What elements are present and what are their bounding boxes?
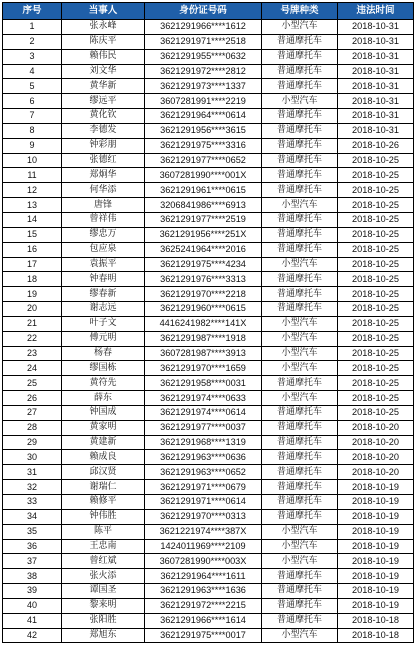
row-id-number: 3621291966****1612	[145, 20, 262, 35]
row-violation-date: 2018-10-31	[338, 20, 414, 35]
table-row	[3, 212, 414, 227]
violation-table	[2, 2, 414, 643]
row-plate-type: 普通摩托车	[262, 584, 338, 599]
row-plate-type: 普通摩托车	[262, 450, 338, 465]
row-violation-date: 2018-10-31	[338, 123, 414, 138]
row-party-name: 李德发	[62, 123, 145, 138]
table-row	[3, 361, 414, 376]
row-party-name: 钟彩朋	[62, 138, 145, 153]
table-body	[3, 20, 414, 643]
table-row	[3, 420, 414, 435]
row-violation-date: 2018-10-19	[338, 480, 414, 495]
row-violation-date: 2018-10-31	[338, 64, 414, 79]
row-party-name: 曾祥伟	[62, 212, 145, 227]
table-row	[3, 198, 414, 213]
row-plate-type: 普通摩托车	[262, 272, 338, 287]
row-party-name: 缪远平	[62, 94, 145, 109]
row-party-name: 曾红斌	[62, 554, 145, 569]
table-row	[3, 391, 414, 406]
row-plate-type: 普通摩托车	[262, 123, 338, 138]
row-violation-date: 2018-10-31	[338, 79, 414, 94]
row-index: 42	[3, 628, 62, 643]
row-violation-date: 2018-10-19	[338, 495, 414, 510]
row-index: 23	[3, 346, 62, 361]
table-row	[3, 613, 414, 628]
row-index: 30	[3, 450, 62, 465]
row-id-number: 3621291963****1636	[145, 584, 262, 599]
row-index: 41	[3, 613, 62, 628]
row-index: 16	[3, 242, 62, 257]
row-plate-type: 小型汽车	[262, 539, 338, 554]
row-violation-date: 2018-10-25	[338, 391, 414, 406]
row-id-number: 3607281990****003X	[145, 554, 262, 569]
row-party-name: 黄建新	[62, 435, 145, 450]
row-party-name: 缪国栋	[62, 361, 145, 376]
row-plate-type: 普通摩托车	[262, 287, 338, 302]
row-index: 11	[3, 168, 62, 183]
row-index: 13	[3, 198, 62, 213]
row-index: 6	[3, 94, 62, 109]
table-row	[3, 109, 414, 124]
row-party-name: 谢志远	[62, 302, 145, 317]
table-row	[3, 584, 414, 599]
row-index: 1	[3, 20, 62, 35]
row-id-number: 3621291974****0633	[145, 391, 262, 406]
row-plate-type: 普通摩托车	[262, 138, 338, 153]
row-party-name: 袁振平	[62, 257, 145, 272]
row-index: 15	[3, 227, 62, 242]
row-id-number: 3621291956****3615	[145, 123, 262, 138]
table-row	[3, 495, 414, 510]
row-id-number: 3621291971****2518	[145, 34, 262, 49]
header-plate-type: 号牌种类	[262, 3, 338, 20]
row-plate-type: 普通摩托车	[262, 168, 338, 183]
row-plate-type: 普通摩托车	[262, 49, 338, 64]
row-plate-type: 普通摩托车	[262, 420, 338, 435]
row-plate-type: 小型汽车	[262, 198, 338, 213]
row-id-number: 3621291966****1614	[145, 613, 262, 628]
row-plate-type: 普通摩托车	[262, 242, 338, 257]
row-index: 14	[3, 212, 62, 227]
row-plate-type: 普通摩托车	[262, 376, 338, 391]
header-party: 当事人	[62, 3, 145, 20]
row-violation-date: 2018-10-25	[338, 376, 414, 391]
row-id-number: 3621291970****1659	[145, 361, 262, 376]
row-party-name: 黄符先	[62, 376, 145, 391]
row-party-name: 邱汉贤	[62, 465, 145, 480]
row-id-number: 3607281990****001X	[145, 168, 262, 183]
row-id-number: 3621291968****1319	[145, 435, 262, 450]
row-party-name: 赖修平	[62, 495, 145, 510]
row-id-number: 3621291977****0037	[145, 420, 262, 435]
row-party-name: 张德红	[62, 153, 145, 168]
row-violation-date: 2018-10-25	[338, 302, 414, 317]
row-index: 29	[3, 435, 62, 450]
row-index: 24	[3, 361, 62, 376]
row-id-number: 3621291963****0652	[145, 465, 262, 480]
row-id-number: 3621291977****2519	[145, 212, 262, 227]
table-row	[3, 450, 414, 465]
row-plate-type: 普通摩托车	[262, 212, 338, 227]
table-row	[3, 64, 414, 79]
table-row	[3, 524, 414, 539]
row-id-number: 3621291961****0615	[145, 183, 262, 198]
table-row	[3, 628, 414, 643]
table-row	[3, 272, 414, 287]
table-row	[3, 123, 414, 138]
row-index: 35	[3, 524, 62, 539]
header-id-number: 身份证号码	[145, 3, 262, 20]
row-plate-type: 小型汽车	[262, 20, 338, 35]
row-id-number: 3621221974****387X	[145, 524, 262, 539]
row-index: 9	[3, 138, 62, 153]
row-plate-type: 普通摩托车	[262, 34, 338, 49]
row-violation-date: 2018-10-25	[338, 272, 414, 287]
header-violation-date: 违法时间	[338, 3, 414, 20]
row-plate-type: 小型汽车	[262, 257, 338, 272]
table-row	[3, 94, 414, 109]
row-id-number: 3621291960****0615	[145, 302, 262, 317]
row-party-name: 薛东	[62, 391, 145, 406]
violation-table-container	[2, 2, 413, 643]
row-party-name: 傅元明	[62, 331, 145, 346]
row-index: 3	[3, 49, 62, 64]
row-violation-date: 2018-10-31	[338, 34, 414, 49]
row-id-number: 3621291976****3313	[145, 272, 262, 287]
row-party-name: 黎来明	[62, 598, 145, 613]
row-index: 36	[3, 539, 62, 554]
table-row	[3, 465, 414, 480]
row-id-number: 3621291964****1611	[145, 569, 262, 584]
row-violation-date: 2018-10-20	[338, 435, 414, 450]
row-id-number: 3621291970****0313	[145, 509, 262, 524]
row-violation-date: 2018-10-19	[338, 569, 414, 584]
table-row	[3, 569, 414, 584]
row-plate-type: 普通摩托车	[262, 480, 338, 495]
table-row	[3, 34, 414, 49]
row-violation-date: 2018-10-26	[338, 138, 414, 153]
row-plate-type: 小型汽车	[262, 391, 338, 406]
row-index: 33	[3, 495, 62, 510]
row-party-name: 赖成良	[62, 450, 145, 465]
row-id-number: 3621291987****1918	[145, 331, 262, 346]
row-id-number: 3621291977****0652	[145, 153, 262, 168]
row-plate-type: 小型汽车	[262, 316, 338, 331]
row-id-number: 3621291971****0614	[145, 495, 262, 510]
row-id-number: 3621291970****2218	[145, 287, 262, 302]
row-id-number: 3625241964****2016	[145, 242, 262, 257]
row-party-name: 黄化钦	[62, 109, 145, 124]
row-violation-date: 2018-10-18	[338, 628, 414, 643]
table-row	[3, 153, 414, 168]
row-plate-type: 小型汽车	[262, 628, 338, 643]
table-row	[3, 183, 414, 198]
row-id-number: 3621291972****2812	[145, 64, 262, 79]
row-id-number: 3621291958****0031	[145, 376, 262, 391]
row-party-name: 唐锋	[62, 198, 145, 213]
row-party-name: 张火添	[62, 569, 145, 584]
row-index: 2	[3, 34, 62, 49]
row-plate-type: 普通摩托车	[262, 569, 338, 584]
row-party-name: 谭国圣	[62, 584, 145, 599]
row-index: 27	[3, 405, 62, 420]
row-party-name: 张永峰	[62, 20, 145, 35]
table-row	[3, 598, 414, 613]
row-id-number: 3607281991****2219	[145, 94, 262, 109]
table-row	[3, 79, 414, 94]
row-id-number: 1424011969****2109	[145, 539, 262, 554]
table-row	[3, 405, 414, 420]
row-index: 21	[3, 316, 62, 331]
row-violation-date: 2018-10-20	[338, 450, 414, 465]
row-index: 18	[3, 272, 62, 287]
row-violation-date: 2018-10-31	[338, 109, 414, 124]
row-violation-date: 2018-10-25	[338, 361, 414, 376]
row-id-number: 3607281987****3913	[145, 346, 262, 361]
row-id-number: 3621291975****0017	[145, 628, 262, 643]
row-party-name: 谢瑞仁	[62, 480, 145, 495]
row-plate-type: 普通摩托车	[262, 435, 338, 450]
row-index: 40	[3, 598, 62, 613]
row-violation-date: 2018-10-25	[338, 316, 414, 331]
row-plate-type: 普通摩托车	[262, 227, 338, 242]
row-plate-type: 普通摩托车	[262, 183, 338, 198]
row-plate-type: 普通摩托车	[262, 153, 338, 168]
row-index: 8	[3, 123, 62, 138]
row-index: 12	[3, 183, 62, 198]
row-violation-date: 2018-10-20	[338, 420, 414, 435]
row-party-name: 包应泉	[62, 242, 145, 257]
table-row	[3, 227, 414, 242]
row-violation-date: 2018-10-25	[338, 346, 414, 361]
row-party-name: 郑炯华	[62, 168, 145, 183]
row-party-name: 杨春	[62, 346, 145, 361]
row-violation-date: 2018-10-25	[338, 405, 414, 420]
table-row	[3, 287, 414, 302]
row-id-number: 3621291956****251X	[145, 227, 262, 242]
row-index: 5	[3, 79, 62, 94]
table-row	[3, 138, 414, 153]
row-party-name: 钟春明	[62, 272, 145, 287]
row-id-number: 3621291955****0632	[145, 49, 262, 64]
row-plate-type: 普通摩托车	[262, 509, 338, 524]
row-plate-type: 小型汽车	[262, 346, 338, 361]
row-index: 38	[3, 569, 62, 584]
row-party-name: 钟伟胜	[62, 509, 145, 524]
row-party-name: 钟国成	[62, 405, 145, 420]
table-row	[3, 316, 414, 331]
row-violation-date: 2018-10-19	[338, 524, 414, 539]
table-row	[3, 376, 414, 391]
row-violation-date: 2018-10-19	[338, 554, 414, 569]
row-party-name: 缪春新	[62, 287, 145, 302]
table-row	[3, 480, 414, 495]
table-row	[3, 539, 414, 554]
row-violation-date: 2018-10-19	[338, 539, 414, 554]
row-index: 7	[3, 109, 62, 124]
table-row	[3, 346, 414, 361]
row-violation-date: 2018-10-19	[338, 584, 414, 599]
row-plate-type: 普通摩托车	[262, 495, 338, 510]
row-id-number: 3621291974****0614	[145, 405, 262, 420]
table-row	[3, 257, 414, 272]
row-violation-date: 2018-10-19	[338, 598, 414, 613]
row-plate-type: 小型汽车	[262, 94, 338, 109]
row-index: 32	[3, 480, 62, 495]
row-index: 4	[3, 64, 62, 79]
row-plate-type: 普通摩托车	[262, 64, 338, 79]
row-party-name: 赖伟民	[62, 49, 145, 64]
row-violation-date: 2018-10-20	[338, 465, 414, 480]
row-violation-date: 2018-10-18	[338, 613, 414, 628]
row-index: 20	[3, 302, 62, 317]
table-row	[3, 242, 414, 257]
row-violation-date: 2018-10-25	[338, 183, 414, 198]
row-party-name: 黄家明	[62, 420, 145, 435]
row-index: 31	[3, 465, 62, 480]
header-index: 序号	[3, 3, 62, 20]
row-id-number: 3621291964****0614	[145, 109, 262, 124]
row-party-name: 王忠南	[62, 539, 145, 554]
table-row	[3, 168, 414, 183]
row-index: 34	[3, 509, 62, 524]
row-plate-type: 普通摩托车	[262, 598, 338, 613]
row-id-number: 3206841986****6913	[145, 198, 262, 213]
row-index: 19	[3, 287, 62, 302]
row-index: 10	[3, 153, 62, 168]
row-index: 39	[3, 584, 62, 599]
row-plate-type: 普通摩托车	[262, 302, 338, 317]
table-row	[3, 509, 414, 524]
row-party-name: 缪忠万	[62, 227, 145, 242]
row-plate-type: 小型汽车	[262, 554, 338, 569]
row-party-name: 黄华新	[62, 79, 145, 94]
row-plate-type: 小型汽车	[262, 524, 338, 539]
row-id-number: 4416241982****141X	[145, 316, 262, 331]
row-party-name: 陈平	[62, 524, 145, 539]
row-violation-date: 2018-10-25	[338, 242, 414, 257]
table-row	[3, 20, 414, 35]
table-row	[3, 49, 414, 64]
row-plate-type: 小型汽车	[262, 331, 338, 346]
row-id-number: 3621291963****0636	[145, 450, 262, 465]
row-index: 25	[3, 376, 62, 391]
row-id-number: 3621291971****0679	[145, 480, 262, 495]
table-row	[3, 331, 414, 346]
row-index: 37	[3, 554, 62, 569]
table-row	[3, 435, 414, 450]
row-plate-type: 普通摩托车	[262, 109, 338, 124]
row-index: 17	[3, 257, 62, 272]
row-violation-date: 2018-10-19	[338, 509, 414, 524]
row-violation-date: 2018-10-31	[338, 94, 414, 109]
row-violation-date: 2018-10-25	[338, 331, 414, 346]
row-index: 26	[3, 391, 62, 406]
row-id-number: 3621291975****4234	[145, 257, 262, 272]
row-party-name: 何华添	[62, 183, 145, 198]
row-party-name: 张阳胜	[62, 613, 145, 628]
row-violation-date: 2018-10-25	[338, 227, 414, 242]
row-violation-date: 2018-10-25	[338, 198, 414, 213]
row-party-name: 叶子文	[62, 316, 145, 331]
table-header-row	[3, 3, 414, 20]
row-plate-type: 小型汽车	[262, 361, 338, 376]
row-violation-date: 2018-10-25	[338, 212, 414, 227]
row-id-number: 3621291973****1337	[145, 79, 262, 94]
table-row	[3, 554, 414, 569]
row-plate-type: 普通摩托车	[262, 613, 338, 628]
row-id-number: 3621291975****3316	[145, 138, 262, 153]
row-violation-date: 2018-10-25	[338, 153, 414, 168]
row-index: 28	[3, 420, 62, 435]
row-id-number: 3621291972****2215	[145, 598, 262, 613]
row-index: 22	[3, 331, 62, 346]
row-party-name: 刘文华	[62, 64, 145, 79]
row-plate-type: 普通摩托车	[262, 465, 338, 480]
row-violation-date: 2018-10-31	[338, 49, 414, 64]
row-violation-date: 2018-10-25	[338, 168, 414, 183]
table-row	[3, 302, 414, 317]
row-violation-date: 2018-10-25	[338, 287, 414, 302]
row-party-name: 陈庆平	[62, 34, 145, 49]
row-violation-date: 2018-10-25	[338, 257, 414, 272]
row-plate-type: 普通摩托车	[262, 79, 338, 94]
row-plate-type: 普通摩托车	[262, 405, 338, 420]
row-party-name: 郑旭东	[62, 628, 145, 643]
